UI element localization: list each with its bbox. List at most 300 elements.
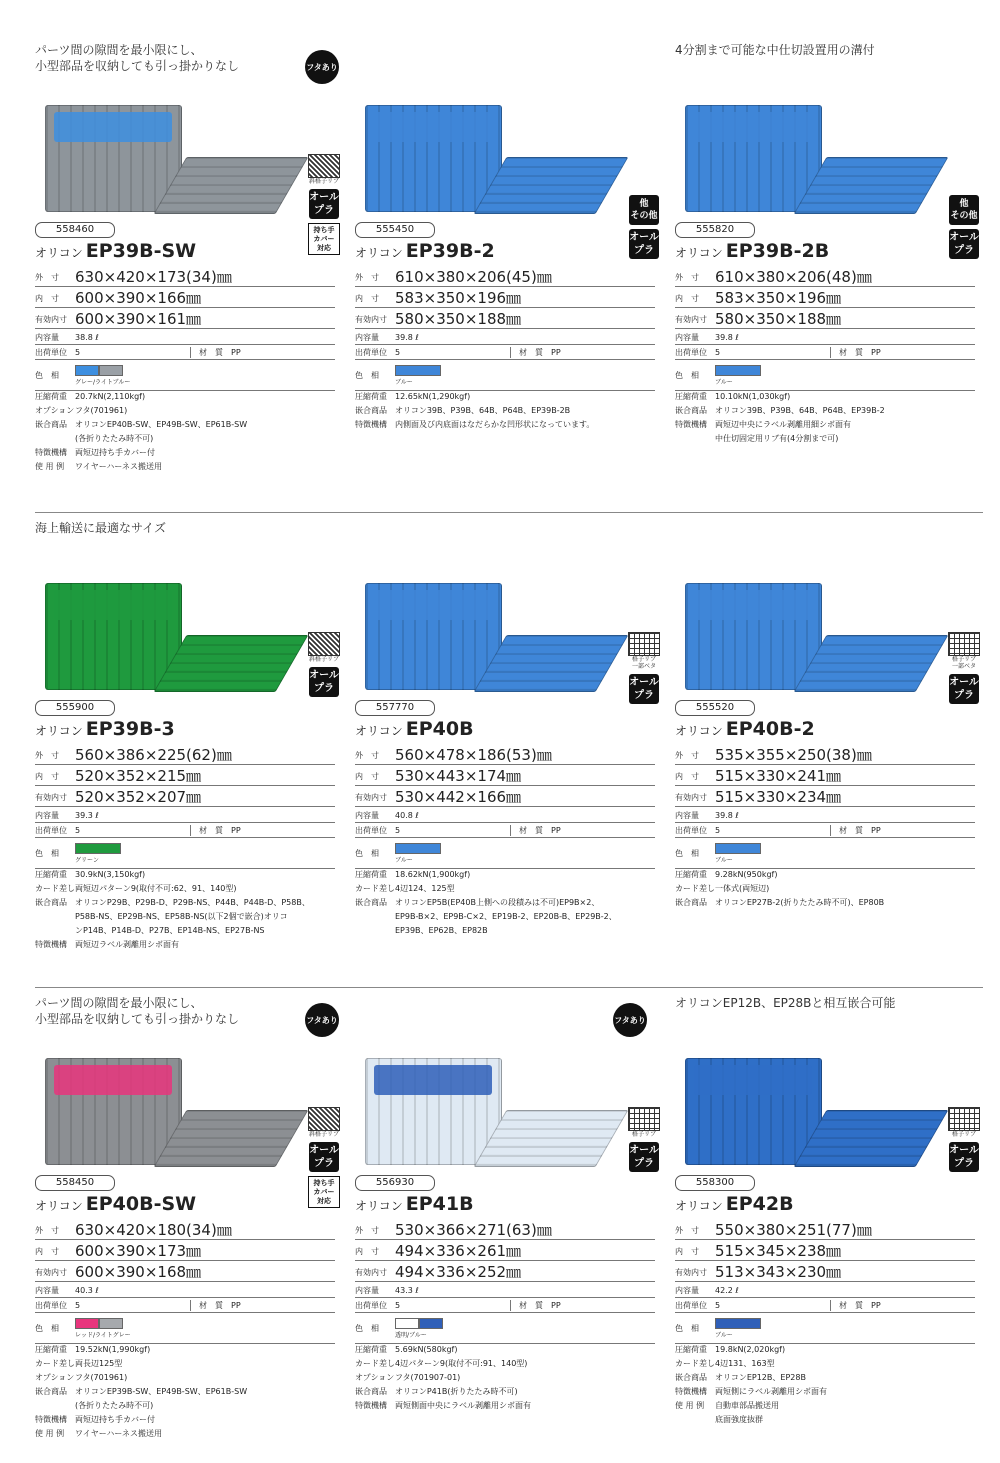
unit-value: 5	[395, 825, 401, 835]
dimension-value: 610×380×206(48)㎜	[715, 268, 872, 286]
color-swatch	[715, 365, 761, 376]
dimensions-table	[675, 266, 975, 329]
spec-table	[355, 330, 655, 391]
product-card-ep39b-2	[355, 42, 659, 492]
dimension-row-outer	[35, 266, 335, 287]
all-plastic-label: オール プラ	[309, 667, 339, 697]
dimension-label: 有効内寸	[355, 793, 387, 802]
note-label: 圧縮荷重	[355, 870, 387, 879]
unit-label: 出荷単位	[35, 1300, 67, 1310]
all-plastic-icon	[308, 1142, 340, 1172]
unit-row	[675, 345, 975, 360]
spec-table	[355, 1283, 655, 1344]
crate-interior	[54, 1065, 172, 1095]
color-label: 色 相	[675, 1323, 699, 1333]
dimension-row-inner	[675, 1240, 975, 1261]
unit-value: 5	[75, 347, 81, 357]
color-swatch	[419, 1318, 443, 1329]
unit-value: 5	[715, 347, 721, 357]
capacity-label: 内容量	[675, 1285, 699, 1295]
model-prefix: オリコン	[675, 246, 723, 260]
dimension-label: 外 寸	[35, 273, 59, 282]
dimension-value: 600×390×173㎜	[75, 1242, 202, 1260]
rib-caption: 斜格子リブ	[308, 656, 339, 663]
note-label: 圧縮荷重	[675, 870, 707, 879]
note-value: 4辺131、163型	[715, 1359, 775, 1368]
rib-pattern-icon	[308, 154, 340, 178]
capacity-value: 42.2 ℓ	[715, 1285, 739, 1295]
dimension-value: 630×420×173(34)㎜	[75, 268, 232, 286]
spec-table	[675, 330, 975, 391]
capacity-label: 内容量	[355, 810, 379, 820]
note-value: ワイヤーハーネス搬送用	[75, 462, 162, 471]
note-row-load	[355, 868, 655, 882]
product-code: 557770	[355, 700, 435, 716]
note-value: 両短辺ラベル剥離用シボ面有	[75, 940, 179, 949]
note-label: 嵌合商品	[355, 1387, 387, 1396]
unit-label: 出荷単位	[355, 347, 387, 357]
note-value: 4辺124、125型	[395, 884, 455, 893]
product-code: 555450	[355, 222, 435, 238]
unit-value: 5	[395, 347, 401, 357]
dimension-row-outer	[35, 1219, 335, 1240]
dimension-row-inner	[35, 1240, 335, 1261]
note-row-load	[355, 390, 655, 404]
capacity-value: 40.3 ℓ	[75, 1285, 99, 1295]
note-label: 嵌合商品	[355, 406, 387, 415]
note-row-cart	[675, 882, 975, 896]
note-label: カード差し	[355, 1359, 395, 1368]
capacity-value: 39.8 ℓ	[715, 332, 739, 342]
capacity-label: 内容量	[355, 332, 379, 342]
dimensions-table	[355, 1219, 655, 1282]
diag-rib-icon	[308, 632, 340, 663]
capacity-row	[355, 808, 655, 823]
note-row-cart	[355, 1357, 655, 1371]
note-label: 特徴機構	[355, 1401, 387, 1410]
dimension-label: 有効内寸	[355, 315, 387, 324]
spec-notes	[675, 1343, 975, 1427]
dimensions-table	[355, 266, 655, 329]
swatch-row	[75, 843, 121, 854]
note-label: 圧縮荷重	[355, 1345, 387, 1354]
note-label: 圧縮荷重	[355, 392, 387, 401]
dimension-label: 内 寸	[675, 1247, 699, 1256]
product-code: 555520	[675, 700, 755, 716]
rib-caption: 格子リブ 一部ベタ	[631, 656, 656, 670]
dimension-value: 600×390×166㎜	[75, 289, 202, 307]
color-swatch-group	[715, 1318, 761, 1339]
dimension-value: 515×330×241㎜	[715, 767, 842, 785]
note-value: オリコンEP12B、EP28B	[715, 1373, 806, 1382]
note-row-cart	[355, 882, 655, 896]
other-label: 他 その他	[629, 195, 659, 225]
note-value: 19.8kN(2,020kgf)	[715, 1345, 786, 1354]
product-card-ep40b	[355, 520, 659, 970]
product-tagline: 4分割まで可能な中仕切設置用の溝付	[675, 43, 875, 57]
note-row-feature	[355, 1399, 655, 1413]
color-swatch	[715, 843, 761, 854]
material-label: 材 質	[830, 347, 871, 358]
note-row-cart	[35, 882, 335, 896]
dimension-value: 494×336×261㎜	[395, 1242, 522, 1260]
model-name: EP39B-2	[405, 240, 495, 262]
note-row-compat	[35, 1385, 335, 1413]
crate-body	[365, 105, 502, 212]
unit-value: 5	[395, 1300, 401, 1310]
rib-pattern-icon	[628, 632, 660, 656]
color-name: ブルー	[395, 378, 413, 386]
note-value: 両短辺持ち手カバー付	[75, 1415, 155, 1424]
color-label: 色 相	[35, 370, 59, 380]
dimension-label: 有効内寸	[355, 1268, 387, 1277]
capacity-row	[35, 1283, 335, 1298]
note-label: 圧縮荷重	[35, 392, 67, 401]
note-value: 30.9kN(3,150kgf)	[75, 870, 146, 879]
dimension-row-effective	[355, 786, 655, 807]
capacity-row	[675, 1283, 975, 1298]
product-tagline: オリコンEP12B、EP28Bと相互嵌合可能	[675, 996, 896, 1010]
material-value: PP	[871, 1300, 881, 1310]
model-name: EP40B	[405, 718, 474, 740]
dimension-value: 494×336×252㎜	[395, 1263, 522, 1281]
product-tagline: パーツ間の隙間を最小限にし、 小型部品を収納しても引っ掛かりなし	[35, 43, 240, 73]
color-row	[675, 360, 975, 391]
note-label: 特徴機構	[35, 940, 67, 949]
note-label: 特徴機構	[355, 420, 387, 429]
spec-notes	[675, 868, 975, 910]
product-photo	[680, 565, 940, 705]
unit-value: 5	[75, 1300, 81, 1310]
crate-body	[685, 583, 822, 690]
note-value: オリコンP29B、P29B-D、P29B-NS、P44B、P44B-D、P58B、 P58B-NS、EP29B-NS、EP58B-NS(以下2個で嵌合)オリコ ンP14B、P14B-D、P27B、EP14B-NS、EP27B-NS	[75, 898, 310, 935]
product-code: 558460	[35, 222, 115, 238]
dimension-value: 610×380×206(45)㎜	[395, 268, 552, 286]
note-row-load	[35, 868, 335, 882]
feature-icons	[628, 1107, 660, 1176]
dimension-label: 有効内寸	[675, 1268, 707, 1277]
note-label: 圧縮荷重	[675, 1345, 707, 1354]
note-label: 使 用 例	[675, 1401, 705, 1410]
dimension-value: 560×478×186(53)㎜	[395, 746, 552, 764]
dimension-value: 530×443×174㎜	[395, 767, 522, 785]
dimension-label: 有効内寸	[35, 793, 67, 802]
color-label: 色 相	[355, 370, 379, 380]
dimension-row-outer	[35, 744, 335, 765]
note-label: 使 用 例	[35, 1429, 65, 1438]
feature-icons	[308, 1107, 340, 1212]
unit-row	[35, 823, 335, 838]
dimension-value: 600×390×168㎜	[75, 1263, 202, 1281]
material-label: 材 質	[190, 347, 231, 358]
note-label: 圧縮荷重	[35, 1345, 67, 1354]
all-plastic-label: オール プラ	[949, 674, 979, 704]
rib-caption: 格子リブ 一部ベタ	[951, 656, 976, 670]
dimensions-table	[675, 744, 975, 807]
diag-rib-icon	[308, 154, 340, 185]
dimension-label: 内 寸	[355, 772, 379, 781]
note-value: 両短辺パターン9(取付不可:62、91、140型)	[75, 884, 237, 893]
unit-label: 出荷単位	[35, 825, 67, 835]
dimension-value: 515×330×234㎜	[715, 788, 842, 806]
model-name: EP42B	[725, 1193, 794, 1215]
unit-value: 5	[715, 1300, 721, 1310]
rib-pattern-icon	[948, 1107, 980, 1131]
crate-body	[685, 105, 822, 212]
product-model	[675, 718, 815, 740]
all-plastic-icon	[628, 674, 660, 704]
dimension-row-effective	[35, 786, 335, 807]
section-divider-2	[35, 987, 983, 988]
note-row-option	[35, 1371, 335, 1385]
color-label: 色 相	[35, 848, 59, 858]
color-swatch	[99, 1318, 123, 1329]
dimension-value: 630×420×180(34)㎜	[75, 1221, 232, 1239]
spec-notes	[35, 1343, 335, 1441]
dimension-row-outer	[355, 1219, 655, 1240]
product-photo	[680, 1040, 940, 1180]
dimension-label: 外 寸	[355, 1226, 379, 1235]
note-value: 20.7kN(2,110kgf)	[75, 392, 146, 401]
unit-value: 5	[75, 825, 81, 835]
product-model	[355, 1193, 474, 1215]
note-label: カード差し	[35, 1359, 75, 1368]
color-name: グリーン	[75, 856, 99, 864]
spec-table	[35, 1283, 335, 1344]
model-prefix: オリコン	[35, 1199, 83, 1213]
crate-body	[45, 1058, 182, 1165]
rib-pattern-icon	[308, 632, 340, 656]
note-value: 4辺パターン9(取付不可:91、140型)	[395, 1359, 528, 1368]
rib-pattern-icon	[948, 632, 980, 656]
color-swatch-group	[75, 1318, 131, 1339]
all-plastic-icon	[948, 229, 980, 259]
feature-icons	[948, 632, 980, 708]
capacity-label: 内容量	[35, 332, 59, 342]
rib-caption: 格子リブ	[951, 1131, 976, 1138]
rib-caption: 格子リブ	[631, 1131, 656, 1138]
all-plastic-label: オール プラ	[309, 189, 339, 219]
color-swatch	[75, 365, 99, 376]
lid-included-badge: フタあり	[613, 1003, 647, 1037]
feature-icons	[308, 154, 340, 259]
crate-body	[45, 583, 182, 690]
dimension-label: 内 寸	[35, 1247, 59, 1256]
all-plastic-label: オール プラ	[629, 674, 659, 704]
dimension-row-inner	[675, 287, 975, 308]
crate-interior	[374, 590, 492, 620]
product-card-ep39b-2b	[675, 42, 979, 492]
dimension-row-effective	[675, 308, 975, 329]
material-label: 材 質	[510, 1300, 551, 1311]
color-row	[355, 838, 655, 869]
note-row-feature	[355, 418, 655, 432]
crate-interior	[54, 112, 172, 142]
model-prefix: オリコン	[35, 724, 83, 738]
crate-body	[365, 583, 502, 690]
spec-table	[35, 330, 335, 391]
product-photo	[360, 1040, 620, 1180]
color-swatch	[715, 1318, 761, 1329]
note-value: 自動車部品搬送用	[715, 1401, 779, 1410]
crate-body	[365, 1058, 502, 1165]
feature-icons	[628, 195, 660, 263]
model-prefix: オリコン	[35, 246, 83, 260]
color-row	[355, 360, 655, 391]
note-value: 19.52kN(1,990kgf)	[75, 1345, 151, 1354]
note-label: オプション	[35, 406, 75, 415]
note-value: オリコン39B、P39B、64B、P64B、EP39B-2B	[395, 406, 571, 415]
note-label: 特徴機構	[35, 1415, 67, 1424]
capacity-label: 内容量	[35, 1285, 59, 1295]
color-swatch	[75, 843, 121, 854]
dimension-label: 内 寸	[675, 772, 699, 781]
dimensions-table	[35, 266, 335, 329]
dimensions-table	[35, 744, 335, 807]
note-label: カード差し	[675, 1359, 715, 1368]
note-row-extra	[675, 1413, 975, 1427]
dimension-row-outer	[675, 744, 975, 765]
product-card-ep39b-3	[35, 520, 339, 970]
color-swatch	[395, 365, 441, 376]
color-label: 色 相	[675, 848, 699, 858]
dimension-value: 600×390×161㎜	[75, 310, 202, 328]
note-row-load	[675, 1343, 975, 1357]
note-label: 嵌合商品	[35, 1387, 67, 1396]
unit-row	[675, 823, 975, 838]
capacity-row	[675, 330, 975, 345]
dimension-value: 520×352×207㎜	[75, 788, 202, 806]
unit-label: 出荷単位	[35, 347, 67, 357]
note-value: オリコン39B、P39B、64B、P64B、EP39B-2	[715, 406, 885, 415]
unit-row	[35, 345, 335, 360]
note-value: ワイヤーハーネス搬送用	[75, 1429, 162, 1438]
dimension-label: 外 寸	[355, 273, 379, 282]
dimension-row-outer	[675, 266, 975, 287]
capacity-value: 39.3 ℓ	[75, 810, 99, 820]
color-swatch-group	[75, 843, 121, 864]
color-label: 色 相	[675, 370, 699, 380]
all-plastic-icon	[308, 667, 340, 697]
crate-interior	[374, 1065, 492, 1095]
product-photo	[360, 87, 620, 227]
capacity-label: 内容量	[675, 332, 699, 342]
dimension-value: 520×352×215㎜	[75, 767, 202, 785]
crate-interior	[694, 112, 812, 142]
material-label: 材 質	[190, 825, 231, 836]
note-row-usage	[35, 1427, 335, 1441]
note-label: 嵌合商品	[355, 898, 387, 907]
feature-icons	[628, 632, 660, 708]
dimensions-table	[355, 744, 655, 807]
model-name: EP41B	[405, 1193, 474, 1215]
capacity-row	[355, 330, 655, 345]
note-row-compat	[675, 1371, 975, 1385]
note-label: 特徴機構	[35, 448, 67, 457]
capacity-row	[35, 808, 335, 823]
note-row-feature	[35, 1413, 335, 1427]
model-name: EP39B-3	[85, 718, 175, 740]
note-label: オプション	[35, 1373, 75, 1382]
dimension-value: 515×345×238㎜	[715, 1242, 842, 1260]
product-card-ep40b-2	[675, 520, 979, 970]
dimension-value: 560×386×225(62)㎜	[75, 746, 232, 764]
note-value: 12.65kN(1,290kgf)	[395, 392, 471, 401]
unit-label: 出荷単位	[675, 347, 707, 357]
swatch-row	[75, 1318, 131, 1329]
color-name: グレー/ライトブルー	[75, 378, 131, 386]
material-label: 材 質	[830, 1300, 871, 1311]
model-prefix: オリコン	[355, 724, 403, 738]
dimension-label: 外 寸	[675, 1226, 699, 1235]
swatch-row	[395, 365, 441, 376]
all-plastic-label: オール プラ	[949, 229, 979, 259]
all-plastic-label: オール プラ	[309, 1142, 339, 1172]
handle-cover-icon	[308, 1176, 340, 1208]
note-value: 一体式(両短辺)	[715, 884, 770, 893]
unit-row	[355, 823, 655, 838]
unit-label: 出荷単位	[675, 1300, 707, 1310]
dimension-row-effective	[35, 308, 335, 329]
grid-flat-icon	[948, 632, 980, 670]
note-label: 圧縮荷重	[35, 870, 67, 879]
all-plastic-icon	[948, 674, 980, 704]
swatch-row	[75, 365, 130, 376]
product-model	[675, 1193, 794, 1215]
grid-rib-icon	[948, 1107, 980, 1138]
note-value: 底面強度抜群	[715, 1415, 763, 1424]
other-icon	[948, 195, 980, 225]
rib-pattern-icon	[308, 1107, 340, 1131]
note-row-feature	[35, 446, 335, 460]
spec-notes	[35, 868, 335, 952]
unit-row	[675, 1298, 975, 1313]
model-name: EP39B-2B	[725, 240, 830, 262]
section-divider-1	[35, 512, 983, 513]
dimension-label: 内 寸	[355, 1247, 379, 1256]
model-name: EP40B-2	[725, 718, 815, 740]
note-row-compat	[675, 404, 975, 418]
product-code: 555900	[35, 700, 115, 716]
all-plastic-icon	[628, 1142, 660, 1172]
dimension-row-effective	[35, 1261, 335, 1282]
dimension-label: 外 寸	[675, 751, 699, 760]
material-label: 材 質	[510, 825, 551, 836]
note-row-compat	[35, 896, 335, 938]
product-model	[35, 718, 175, 740]
material-value: PP	[231, 347, 241, 357]
dimension-row-outer	[355, 744, 655, 765]
spec-notes	[355, 390, 655, 432]
material-value: PP	[551, 825, 561, 835]
swatch-row	[715, 843, 761, 854]
note-label: カード差し	[675, 884, 715, 893]
capacity-value: 43.3 ℓ	[395, 1285, 419, 1295]
product-model	[355, 240, 495, 262]
note-label: 嵌合商品	[35, 420, 67, 429]
unit-value: 5	[715, 825, 721, 835]
note-row-load	[675, 868, 975, 882]
rib-caption: 斜格子リブ	[308, 178, 339, 185]
product-photo	[40, 87, 300, 227]
dimension-label: 内 寸	[35, 772, 59, 781]
dimension-label: 外 寸	[675, 273, 699, 282]
crate-body	[685, 1058, 822, 1165]
note-label: 嵌合商品	[35, 898, 67, 907]
note-label: 圧縮荷重	[675, 392, 707, 401]
color-swatch-group	[395, 843, 441, 864]
dimension-label: 外 寸	[355, 751, 379, 760]
